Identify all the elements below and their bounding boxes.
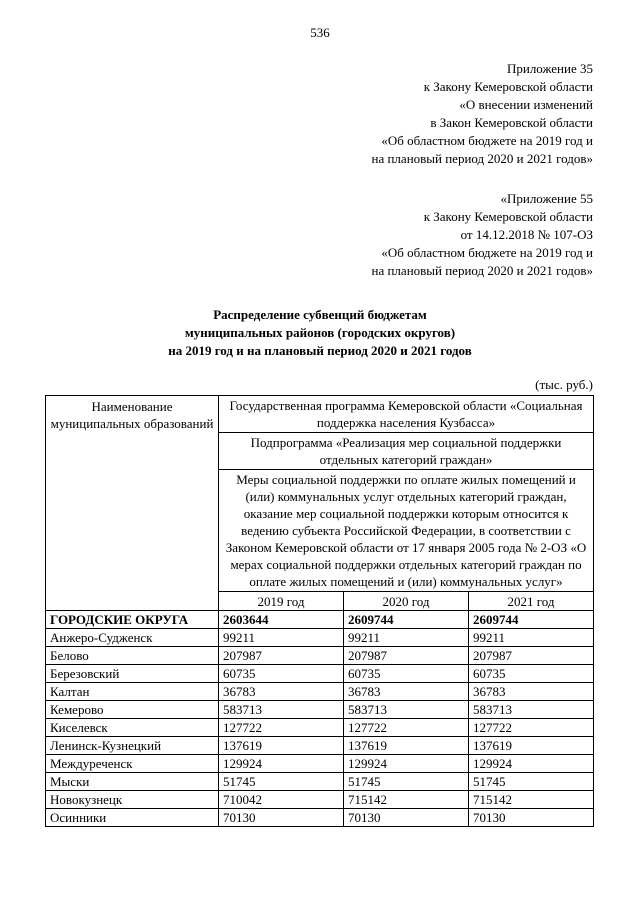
row-value-2021: 99211 (469, 629, 594, 647)
row-name: Мыски (46, 773, 219, 791)
appendix-line: к Закону Кемеровской области (423, 209, 593, 224)
appendix-header-35 (372, 60, 594, 168)
row-value-2019: 2603644 (219, 611, 344, 629)
row-name: Междуреченск (46, 755, 219, 773)
table-row (46, 809, 594, 827)
row-name: Ленинск-Кузнецкий (46, 737, 219, 755)
year-header-2019: 2019 год (219, 592, 344, 611)
row-value-2020: 137619 (344, 737, 469, 755)
row-value-2019: 583713 (219, 701, 344, 719)
row-name: Осинники (46, 809, 219, 827)
row-value-2020: 70130 (344, 809, 469, 827)
row-value-2019: 129924 (219, 755, 344, 773)
title-line: Распределение субвенций бюджетам (213, 307, 427, 322)
appendix-line: «Приложение 55 (500, 191, 593, 206)
row-value-2021: 207987 (469, 647, 594, 665)
row-name: Калтан (46, 683, 219, 701)
row-value-2019: 70130 (219, 809, 344, 827)
row-value-2019: 137619 (219, 737, 344, 755)
table-row (46, 701, 594, 719)
row-name: Новокузнецк (46, 791, 219, 809)
row-value-2019: 710042 (219, 791, 344, 809)
appendix-line: в Закон Кемеровской области (430, 115, 593, 130)
measures-header: Меры социальной поддержки по оплате жилых помещений и (или) коммунальных услуг отдельных категорий граждан, оказание мер социальной поддержки которым относится к ведению субъекта Российской Федерации, в соответствии с Законом Кемеровской области от 17 января 2005 года № 2-ОЗ «О мерах социальной поддержки отдельных категорий граждан по оплате жилых помещений и (или) коммунальных услуг» (219, 470, 594, 592)
program-header: Государственная программа Кемеровской области «Социальная поддержка населения Кузбасса» (219, 396, 594, 433)
row-value-2019: 99211 (219, 629, 344, 647)
row-value-2020: 2609744 (344, 611, 469, 629)
row-value-2019: 127722 (219, 719, 344, 737)
row-value-2021: 2609744 (469, 611, 594, 629)
year-header-2021: 2021 год (469, 592, 594, 611)
row-value-2019: 36783 (219, 683, 344, 701)
year-header-2020: 2020 год (344, 592, 469, 611)
title-line: на 2019 год и на плановый период 2020 и 2021 годов (168, 343, 472, 358)
row-name: Белово (46, 647, 219, 665)
title-line: муниципальных районов (городских округов) (184, 325, 456, 340)
page-number: 536 (310, 25, 330, 40)
row-value-2020: 99211 (344, 629, 469, 647)
row-value-2021: 51745 (469, 773, 594, 791)
table-row (46, 737, 594, 755)
row-value-2021: 583713 (469, 701, 594, 719)
row-value-2020: 51745 (344, 773, 469, 791)
row-value-2021: 137619 (469, 737, 594, 755)
subventions-table (45, 395, 594, 827)
table-row (46, 773, 594, 791)
subprogram-header: Подпрограмма «Реализация мер социальной поддержки отдельных категорий граждан» (219, 433, 594, 470)
row-name: ГОРОДСКИЕ ОКРУГА (46, 611, 219, 629)
row-name: Березовский (46, 665, 219, 683)
table-row (46, 665, 594, 683)
col-header-municipality: Наименование муниципальных образований (46, 396, 219, 611)
appendix-line: Приложение 35 (506, 61, 593, 76)
table-row (46, 791, 594, 809)
appendix-header-55 (372, 190, 594, 280)
row-value-2021: 60735 (469, 665, 594, 683)
row-value-2019: 207987 (219, 647, 344, 665)
appendix-line: «Об областном бюджете на 2019 год и (381, 245, 593, 260)
appendix-line: к Закону Кемеровской области (423, 79, 593, 94)
row-name: Анжеро-Судженск (46, 629, 219, 647)
row-name: Кемерово (46, 701, 219, 719)
document-title (0, 306, 640, 360)
row-value-2021: 129924 (469, 755, 594, 773)
row-value-2019: 51745 (219, 773, 344, 791)
row-value-2021: 36783 (469, 683, 594, 701)
table-row (46, 755, 594, 773)
table-row (46, 629, 594, 647)
row-value-2020: 715142 (344, 791, 469, 809)
table-row (46, 647, 594, 665)
table-row (46, 719, 594, 737)
row-value-2020: 36783 (344, 683, 469, 701)
appendix-line: на плановый период 2020 и 2021 годов» (371, 263, 593, 278)
appendix-line: от 14.12.2018 № 107-ОЗ (460, 227, 593, 242)
appendix-line: «О внесении изменений (459, 97, 593, 112)
appendix-line: на плановый период 2020 и 2021 годов» (371, 151, 593, 166)
total-row (46, 611, 594, 629)
table-row (46, 683, 594, 701)
row-value-2019: 60735 (219, 665, 344, 683)
row-value-2021: 70130 (469, 809, 594, 827)
row-value-2020: 583713 (344, 701, 469, 719)
units-label: (тыс. руб.) (535, 377, 593, 392)
row-value-2020: 60735 (344, 665, 469, 683)
row-value-2021: 127722 (469, 719, 594, 737)
row-value-2020: 129924 (344, 755, 469, 773)
row-value-2021: 715142 (469, 791, 594, 809)
row-name: Киселевск (46, 719, 219, 737)
row-value-2020: 127722 (344, 719, 469, 737)
row-value-2020: 207987 (344, 647, 469, 665)
appendix-line: «Об областном бюджете на 2019 год и (381, 133, 593, 148)
